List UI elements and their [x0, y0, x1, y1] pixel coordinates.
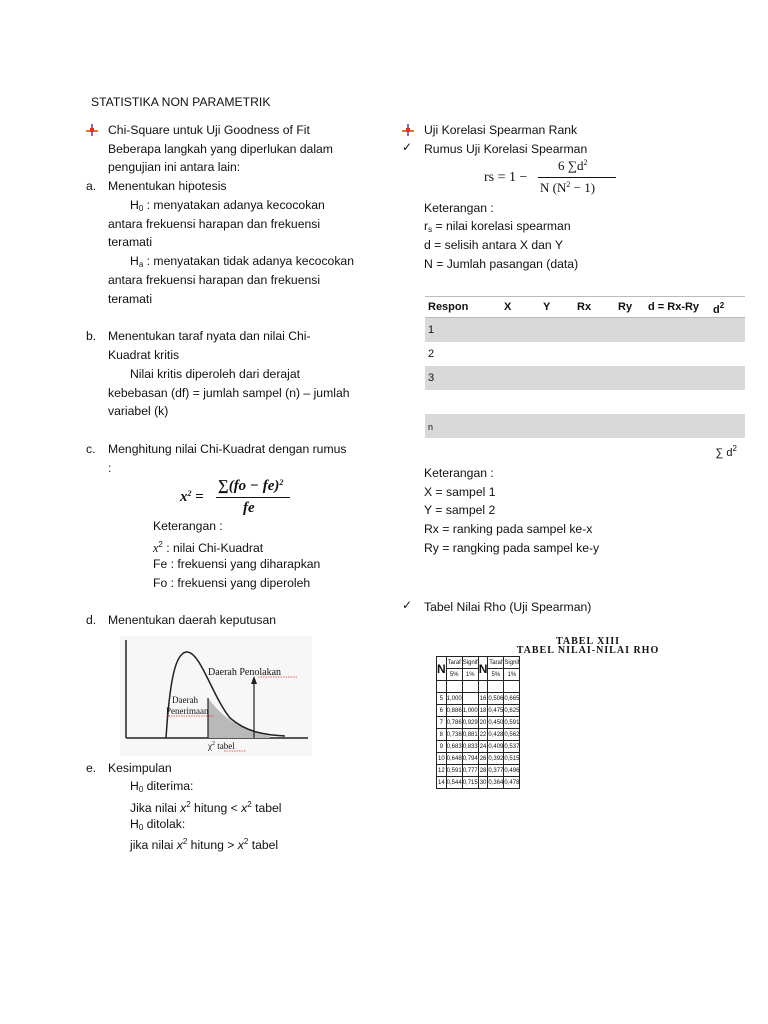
rs-formula-denominator: N $(N^2 - 1)$	[540, 180, 596, 195]
rho-n-left: 12	[437, 765, 447, 777]
chart-label-penerimaan: Penerimaan	[166, 706, 209, 716]
ha-text: teramati	[108, 292, 153, 306]
tabel-rho-label: Tabel Nilai Rho (Uji Spearman)	[424, 600, 592, 614]
header-d2: $d^2$	[713, 301, 725, 316]
rho-value-5: 0,683	[446, 741, 462, 753]
keterangan-fo: Fo : frekuensi yang diperoleh	[153, 576, 311, 590]
rho-n-right: 26	[478, 753, 488, 765]
keterangan-label: Keterangan :	[424, 466, 494, 480]
chart-label-daerah: Daerah	[172, 695, 198, 705]
rho-header-1: 1%	[462, 669, 478, 681]
page-title: STATISTIKA NON PARAMETRIK	[91, 95, 271, 109]
rho-value-5: 0,786	[446, 717, 462, 729]
rho-header-5: 5%	[488, 669, 504, 681]
rho-value-1: 0,496	[504, 765, 520, 777]
rho-header-signif: Signif	[462, 657, 478, 669]
table-row	[437, 717, 520, 729]
chart-label-chi-tabel: $\chi^2$ tabel	[208, 741, 235, 751]
rho-header-taraf: Taraf	[446, 657, 462, 669]
section-heading-chi-square: Chi-Square untuk Uji Goodness of Fit	[108, 123, 310, 137]
rho-value-1: 1,000	[462, 705, 478, 717]
keterangan-fe: Fe : frekuensi yang diharapkan	[153, 557, 321, 571]
rs-formula-lhs: rs = 1 −	[484, 170, 528, 185]
conclusion-diterima: $H_0$ diterima:	[130, 779, 194, 794]
conclusion-rule-1: Jika nilai $x^2$ hitung < $x^2$ tabel	[130, 800, 282, 815]
rho-value-1: 0,625	[504, 705, 520, 717]
keterangan-rs: $r_s$ = nilai korelasi spearman	[424, 219, 571, 234]
rho-header-n: N	[437, 657, 447, 681]
chart-label-penolakan: Daerah Penolakan	[208, 667, 282, 678]
table-row	[437, 753, 520, 765]
table-row	[437, 765, 520, 777]
rho-n-left: 5	[437, 693, 447, 705]
rho-value-5: 0,409	[488, 741, 504, 753]
rho-value-5: 0,428	[488, 729, 504, 741]
ha-text: $H_a$ : menyatakan tidak adanya kecocokan	[130, 254, 354, 269]
formula-fraction-bar	[216, 497, 290, 498]
keterangan-n: N = Jumlah pasangan (data)	[424, 257, 579, 271]
header-ry: Ry	[618, 301, 633, 313]
table-header	[425, 296, 745, 318]
rho-value-1: 0,515	[504, 753, 520, 765]
section-heading-spearman: Uji Korelasi Spearman Rank	[424, 123, 578, 137]
h0-text: $H_0$ : menyatakan adanya kecocokan	[130, 198, 325, 213]
rho-n-right: 20	[478, 717, 488, 729]
rho-value-1: 0,665	[504, 693, 520, 705]
header-d: d = Rx-Ry	[648, 301, 700, 313]
chi-square-diagram	[120, 636, 312, 756]
bullet-icon	[86, 124, 98, 136]
table-sum-row: ∑ $d^2$	[715, 444, 737, 459]
table-row	[437, 705, 520, 717]
rho-value-5: 1,000	[446, 693, 462, 705]
rs-formula-numerator: 6 $\sum d^2$	[558, 158, 588, 173]
rumus-label: Rumus Uji Korelasi Spearman	[424, 142, 588, 156]
rho-header-5: 5%	[446, 669, 462, 681]
step-a-label: Menentukan hipotesis	[108, 179, 227, 193]
ha-text: antara frekuensi harapan dan frekuensi	[108, 273, 321, 287]
rho-n-right: 24	[478, 741, 488, 753]
rs-fraction-bar	[538, 177, 616, 178]
rho-n-right: 18	[478, 705, 488, 717]
table-row	[437, 693, 520, 705]
rho-value-1: 0,777	[462, 765, 478, 777]
rho-header-1: 1%	[504, 669, 520, 681]
rho-value-5: 0,506	[488, 693, 504, 705]
check-icon: ✓	[402, 598, 413, 612]
rho-value-1: 0,881	[462, 729, 478, 741]
rho-title-1: TABEL XIII	[555, 636, 620, 647]
header-respon: Respon	[428, 301, 469, 313]
list-marker-e: e.	[86, 761, 97, 775]
rho-n-right: 28	[478, 765, 488, 777]
table-row: 2	[428, 348, 435, 360]
step-c-text: :	[108, 461, 112, 475]
rho-value-5: 0,364	[488, 777, 504, 789]
keterangan-d: d = selisih antara X dan Y	[424, 238, 564, 252]
check-icon: ✓	[402, 140, 413, 154]
step-b-text: Menentukan taraf nyata dan nilai Chi-	[108, 329, 311, 343]
rho-header-taraf: Taraf	[488, 657, 504, 669]
list-marker-d: d.	[86, 613, 97, 627]
rho-n-left: 10	[437, 753, 447, 765]
rho-value-5: 0,591	[446, 765, 462, 777]
step-b-text: Nilai kritis diperoleh dari derajat	[130, 367, 301, 381]
rho-value-1: 0,833	[462, 741, 478, 753]
formula-denominator: fe	[243, 500, 255, 516]
rho-n-left: 8	[437, 729, 447, 741]
table-row	[437, 729, 520, 741]
rho-value-1: 0,929	[462, 717, 478, 729]
h0-text: teramati	[108, 235, 153, 249]
step-b-text: variabel (k)	[108, 404, 169, 418]
rho-n-right: 30	[478, 777, 488, 789]
rho-value-5: 0,738	[446, 729, 462, 741]
formula-lhs: $x^2$ =	[180, 489, 204, 505]
table-row	[425, 390, 745, 414]
keterangan-ry: Ry = rangking pada sampel ke-y	[424, 541, 600, 555]
rho-n-right: 16	[478, 693, 488, 705]
keterangan-x: X = sampel 1	[424, 485, 496, 499]
rho-value-1	[462, 693, 478, 705]
header-y: Y	[543, 301, 551, 313]
rho-n-left: 9	[437, 741, 447, 753]
rho-value-1: 0,591	[504, 717, 520, 729]
rho-value-5: 0,450	[488, 717, 504, 729]
rho-value-5: 0,544	[446, 777, 462, 789]
spearman-table	[425, 296, 745, 462]
rho-n-left: 7	[437, 717, 447, 729]
rho-value-5: 0,392	[488, 753, 504, 765]
rho-header-signif: Signif	[504, 657, 520, 669]
conclusion-rule-2: jika nilai $x^2$ hitung > $x^2$ tabel	[130, 837, 279, 852]
keterangan-rx: Rx = ranking pada sampel ke-x	[424, 522, 593, 536]
keterangan-label: Keterangan :	[424, 201, 494, 215]
rho-value-5: 0,377	[488, 765, 504, 777]
step-b-text: Kuadrat kritis	[108, 348, 180, 362]
rho-header-n: N	[478, 657, 488, 681]
keterangan-label: Keterangan :	[153, 519, 223, 533]
rho-n-right: 22	[478, 729, 488, 741]
header-rx: Rx	[577, 301, 592, 313]
rho-value-1: 0,478	[504, 777, 520, 789]
header-x: X	[504, 301, 512, 313]
table-row: n	[425, 414, 745, 438]
table-row: 3	[425, 366, 745, 390]
step-e-label: Kesimpulan	[108, 761, 172, 775]
rho-value-5: 0,886	[446, 705, 462, 717]
table-row: 1	[425, 318, 745, 342]
table-row	[437, 741, 520, 753]
rho-value-5: 0,648	[446, 753, 462, 765]
rho-value-1: 0,794	[462, 753, 478, 765]
rho-title-2: TABEL NILAI-NILAI RHO	[516, 645, 660, 656]
bullet-icon	[402, 124, 414, 136]
rho-value-1: 0,715	[462, 777, 478, 789]
keterangan-x2: $x^2$ : nilai Chi-Kuadrat	[153, 540, 264, 555]
step-c-text: Menghitung nilai Chi-Kuadrat dengan rumus	[108, 442, 347, 456]
step-b-text: kebebasan (df) = jumlah sampel (n) – jumlah	[108, 386, 350, 400]
rho-table	[436, 656, 520, 789]
list-marker-b: b.	[86, 329, 97, 343]
intro-text: pengujian ini antara lain:	[108, 160, 241, 174]
rho-n-left: 6	[437, 705, 447, 717]
table-row	[437, 777, 520, 789]
h0-text: antara frekuensi harapan dan frekuensi	[108, 217, 321, 231]
keterangan-y: Y = sampel 2	[424, 503, 496, 517]
rho-value-5: 0,475	[488, 705, 504, 717]
conclusion-ditolak: $H_0$ ditolak:	[130, 817, 186, 832]
list-marker-c: c.	[86, 442, 96, 456]
step-d-label: Menentukan daerah keputusan	[108, 613, 277, 627]
rho-n-left: 14	[437, 777, 447, 789]
formula-numerator: ∑(fo − fe)$^2$	[218, 478, 284, 494]
rho-value-1: 0,562	[504, 729, 520, 741]
intro-text: Beberapa langkah yang diperlukan dalam	[108, 142, 333, 156]
rho-value-1: 0,537	[504, 741, 520, 753]
list-marker-a: a.	[86, 179, 97, 193]
